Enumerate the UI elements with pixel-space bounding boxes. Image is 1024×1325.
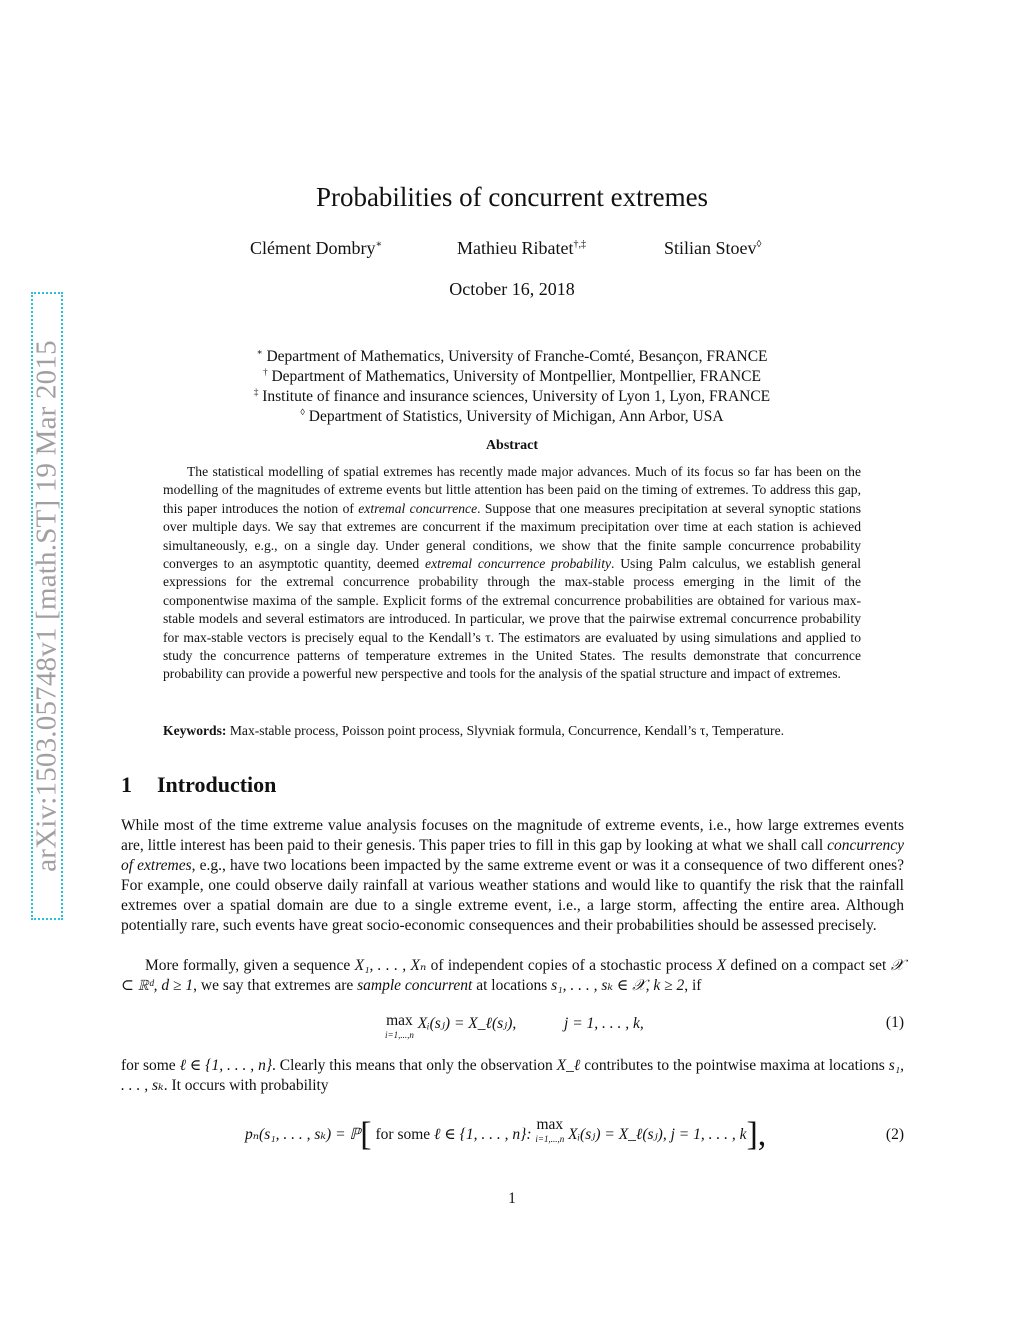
paragraph-text: . It occurs with probability xyxy=(163,1077,329,1094)
author-name: Mathieu Ribatet xyxy=(457,238,574,258)
math-inline: X_ℓ xyxy=(556,1057,581,1074)
close-bracket: ], xyxy=(746,1116,767,1153)
author-mark: ◊ xyxy=(756,239,762,250)
math-inline: X xyxy=(716,957,727,974)
keywords xyxy=(163,723,883,739)
page-number: 1 xyxy=(508,1190,516,1207)
paragraph-text: . Clearly this means that only the observation xyxy=(272,1057,557,1074)
affiliation-text: Department of Mathematics, University of Franche-Comté, Besançon, FRANCE xyxy=(266,348,768,366)
equation-lhs: pₙ(s₁, . . . , sₖ) = ℙ xyxy=(245,1126,361,1143)
affiliation-text: Department of Statistics, University of Michigan, Ann Arbor, USA xyxy=(308,408,724,426)
abstract-emphasis: extremal concurrence xyxy=(358,500,478,516)
equation-text: for some xyxy=(375,1126,435,1143)
paragraph-text: of independent copies of a stochastic process xyxy=(426,957,717,974)
paragraph-text: at locations xyxy=(472,977,552,994)
operator-label: max xyxy=(386,1012,413,1029)
equation-condition: j = 1, . . . , k, xyxy=(564,1015,644,1032)
affiliation-mark: ‡ xyxy=(253,387,259,397)
abstract-emphasis: extremal concurrence probability xyxy=(425,556,612,572)
paragraph-2 xyxy=(121,956,904,996)
keywords-label: Keywords: xyxy=(163,723,227,738)
equation-1 xyxy=(385,1014,644,1042)
equation-body: Xᵢ(sⱼ) = X_ℓ(sⱼ), j = 1, . . . , k xyxy=(568,1126,747,1143)
affiliation-mark: † xyxy=(263,367,268,377)
paragraph-1 xyxy=(121,816,904,936)
keywords-text: Max-stable process, Poisson point process, Slyvniak formula, Concurrence, Kendall’s τ, Temperature. xyxy=(226,723,785,738)
affiliation-text: Department of Mathematics, University of Montpellier, Montpellier, FRANCE xyxy=(271,368,761,386)
affiliation-text: Institute of finance and insurance sciences, University of Lyon 1, Lyon, FRANCE xyxy=(262,388,771,406)
author-name: Stilian Stoev xyxy=(664,238,757,258)
math-inline: ℓ ∈ {1, . . . , n} xyxy=(179,1057,273,1074)
paragraph-3 xyxy=(121,1056,904,1096)
paragraph-text: , we say that extremes are xyxy=(193,977,358,994)
abstract-body xyxy=(163,463,861,684)
paragraph-emphasis: concurrency of extremes xyxy=(121,837,904,874)
abstract-heading: Abstract xyxy=(485,438,539,453)
math-inline: s₁, . . . , sₖ ∈ 𝒳, k ≥ 2 xyxy=(551,977,685,994)
abstract-text: . Suppose that one measures precipitation at several synoptic stations over multiple days. We say that extremes are concurrent if the maximum precipitation over time at each station is achieved simultaneously, e.g., on a single day. Under general conditions, we show that the finite sample concurrence probability converges to an asymptotic quantity, deemed xyxy=(163,500,861,572)
operator-subscript: i=1,...,n xyxy=(535,1134,565,1144)
section-title: Introduction xyxy=(157,772,277,797)
paragraph-text: , e.g., have two locations been impacted by the same extreme event or was it a consequence of two different ones? For example, one could observe daily rainfall at various weather stations and would like to quantify the risk that the rainfall extremes over a spatial domain are due to a single extreme event, i.e., a large storm, affecting the entire area. Although potentially rare, such events have great socio-economic consequences and their probabilities should be assessed precisely. xyxy=(121,857,904,934)
paragraph-text: for some xyxy=(121,1057,180,1074)
operator-subscript: i=1,...,n xyxy=(385,1030,414,1040)
equation-body: Xᵢ(sⱼ) = X_ℓ(sⱼ), xyxy=(417,1015,517,1032)
affiliation-mark: ◊ xyxy=(300,407,305,417)
author-3 xyxy=(664,238,761,259)
author-mark: †,‡ xyxy=(573,239,586,250)
abstract-text: . Using Palm calculus, we establish general expressions for the extremal concurrence probability through the max-stable process emerging in the limit of the componentwise maxima of the sample. Explicit forms of the extremal concurrence probabilities are obtained for various max-stable models and several estimators are introduced. In particular, we prove that the pairwise extremal concurrence probability for max-stable vectors is precisely equal to the Kendall’s τ. The estimators are evaluated by using simulations and applied to study the concurrence patterns of temperature extremes in the United States. The results demonstrate that concurrence probability can provide a powerful new perspective and tools for the analysis of the spatial structure and impact of extremes. xyxy=(163,556,861,682)
math-inline: 𝒳 ⊂ ℝᵈ, d ≥ 1 xyxy=(121,957,905,994)
paragraph-text: , if xyxy=(684,977,702,994)
paper-title: Probabilities of concurrent extremes xyxy=(315,182,709,212)
math-inline: s₁, . . . , sₖ xyxy=(121,1057,904,1094)
equation-1-number: (1) xyxy=(885,1014,904,1031)
arxiv-stamp: arXiv:1503.05748v1 [math.ST] 19 Mar 2015 xyxy=(30,340,63,872)
equation-2-number: (2) xyxy=(885,1126,904,1143)
operator-label: max xyxy=(536,1116,564,1133)
math-inline: ℓ ∈ {1, . . . , n}: xyxy=(434,1126,532,1143)
author-mark: ∗ xyxy=(375,239,383,250)
open-bracket: [ xyxy=(360,1116,372,1153)
affiliation-4 xyxy=(0,402,1024,427)
paragraph-text: contributes to the pointwise maxima at locations xyxy=(580,1057,889,1074)
equation-2 xyxy=(245,1118,766,1152)
author-name: Clément Dombry xyxy=(250,238,376,258)
paragraph-text: While most of the time extreme value analysis focuses on the magnitude of extreme events, i.e., how large extremes events are, little interest has been paid to their genesis. This paper tries to fill in this gap by looking at what we shall call xyxy=(121,817,904,854)
section-number: 1 xyxy=(121,772,132,797)
paper-date: October 16, 2018 xyxy=(449,279,575,299)
author-1 xyxy=(250,238,382,259)
math-inline: X₁, . . . , Xₙ xyxy=(354,957,427,974)
affiliation-mark: ∗ xyxy=(256,347,263,357)
max-operator xyxy=(535,1118,564,1146)
author-2 xyxy=(457,238,586,259)
section-heading xyxy=(121,772,276,798)
paragraph-emphasis: sample concurrent xyxy=(357,977,473,994)
abstract-text: The statistical modelling of spatial extremes has recently made major advances. Much of its focus so far has been on the modelling of the magnitudes of extreme events but little attention has been paid on the timing of extremes. To address this gap, this paper introduces the notion of xyxy=(163,464,861,516)
paragraph-text: defined on a compact set xyxy=(726,957,891,974)
paragraph-text: More formally, given a sequence xyxy=(145,957,355,974)
max-operator xyxy=(385,1014,414,1042)
